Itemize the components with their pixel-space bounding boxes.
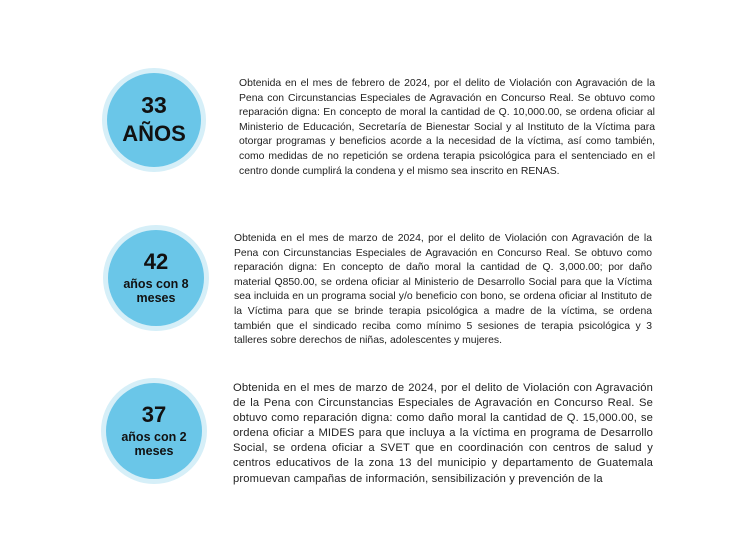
sentence-badge [107,73,201,167]
sentence-years-unit: años con 2 meses [121,429,187,458]
sentence-years-unit: AÑOS [122,120,186,146]
sentence-badge [106,383,202,479]
sentence-years-number: 37 [141,401,167,427]
sentence-years-number: 33 [141,91,167,118]
sentence-description: Obtenida en el mes de marzo de 2024, por el delito de Violación con Agravación de la Pena con Circunstancias Especiales de Agravación en Concurso Real. Se obtuvo como reparación digna: como daño moral la cantidad de Q. 15,000.00, se ordena oficiar a MIDES para que incluya a la víctima en programa de Desarrollo Social, se ordena oficiar a SVET que en coordinación con centros de salud y centros educativos de la zona 13 del municipio y departamento de Guatemala promuevan campañas de información, sensibilización y prevención de la [233,382,653,485]
sentence-years-number: 42 [143,248,169,274]
sentence-description: Obtenida en el mes de febrero de 2024, por el delito de Violación con Agravación de la Pena con Circunstancias Especiales de Agravación en Concurso Real. Se obtuvo como reparación digna: En concepto de moral la cantidad de Q. 10,000.00, se ordena oficiar al Ministerio de Educación, Secretaría de Bienestar Social y al Instituto de la Víctima para otorgar programas y beneficios acorde a la necesidad de la víctima, así como también, como medidas de no repetición se ordena terapia psicológica para el sentenciado en el centro donde cumplirá la condena y el mismo sea inscrito en RENAS. [239,78,655,177]
sentence-description: Obtenida en el mes de marzo de 2024, por el delito de Violación con Agravación de la Pena con Circunstancias Especiales de Agravación en Concurso Real. Se obtuvo como reparación digna: En concepto de daño moral la cantidad de Q. 3,000.00; por daño material Q850.00, se ordena oficiar al Ministerio de Desarrollo Social para que la Víctima sea incluida en un programa social y/o beneficio con bono, se ordena oficiar al Instituto de la Víctima para que se brinde terapia psicológica a madre de la víctima, se ordena también que el sindicado reciba como mínimo 5 sesiones de terapia psicológica y 3 talleres sobre derechos de niñas, adolescentes y mujeres. [234,233,652,347]
sentence-years-unit: años con 8 meses [123,276,189,305]
sentence-badge [108,230,204,326]
